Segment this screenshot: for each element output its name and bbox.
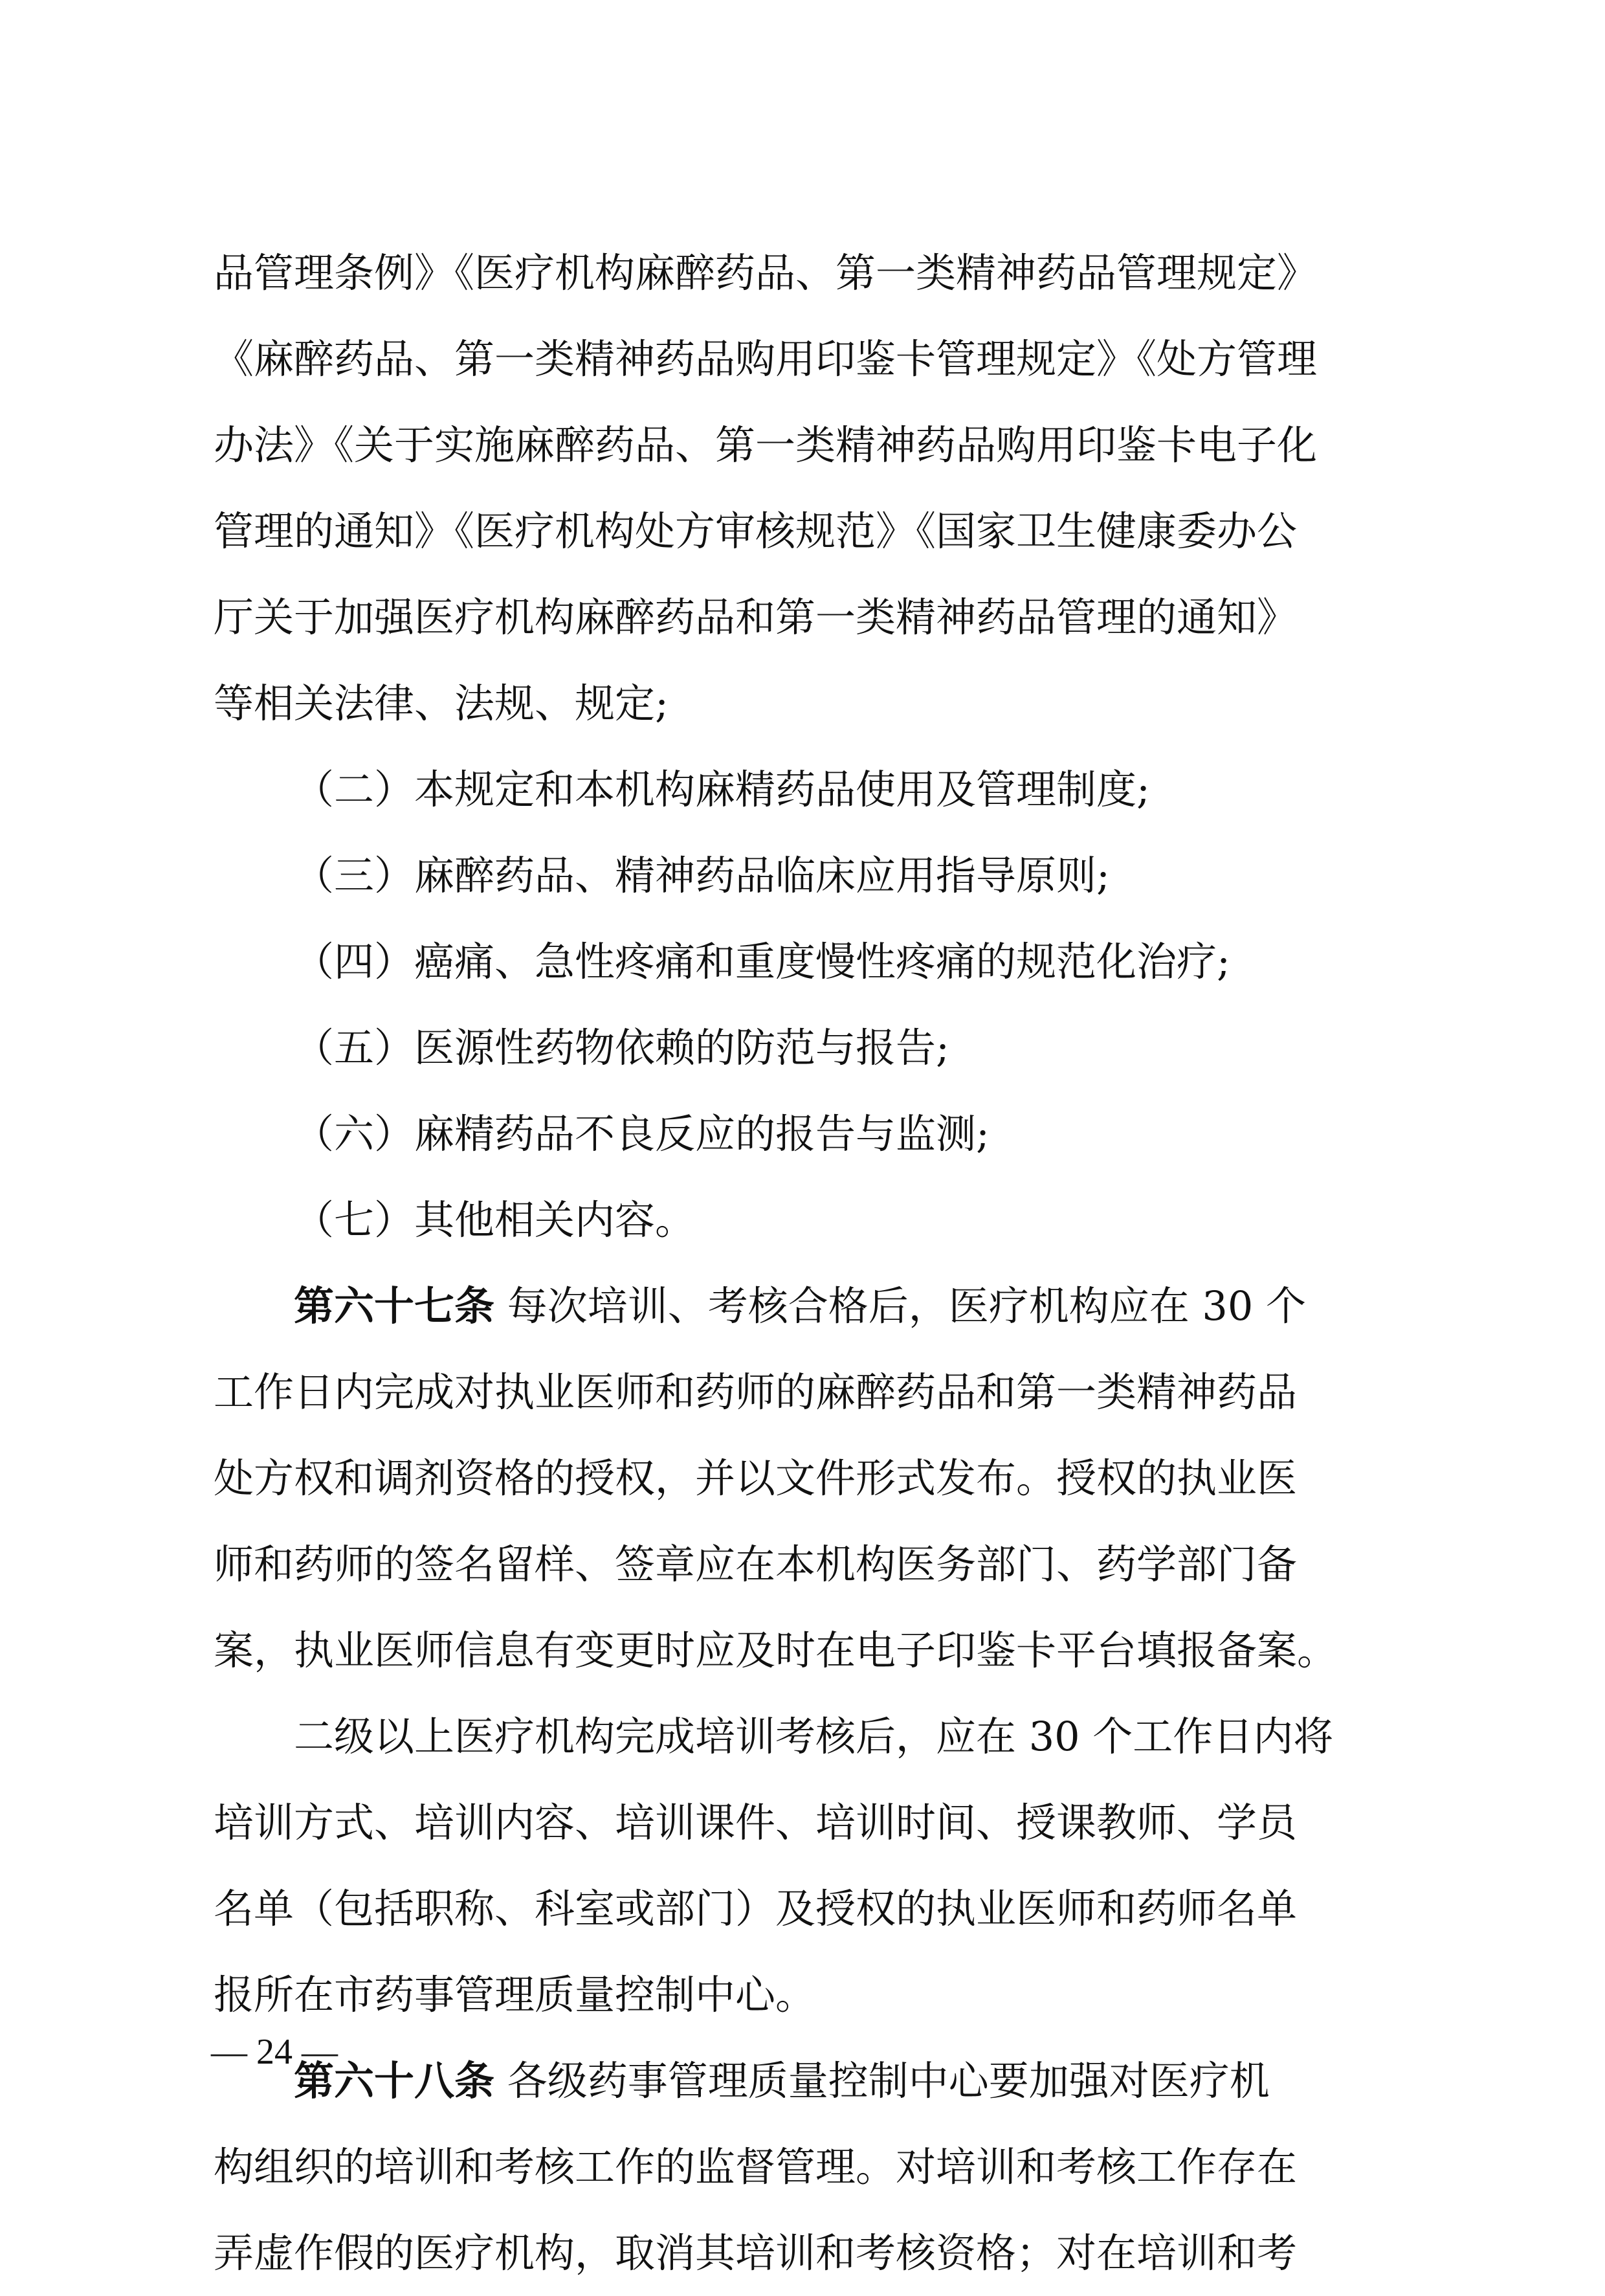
text-line: 工作日内完成对执业医师和药师的麻醉药品和第一类精神药品 xyxy=(214,1368,1298,1416)
article-67-text: 每次培训、考核合格后，医疗机构应在 30 个 xyxy=(494,1282,1307,1330)
list-item: （四）癌痛、急性疼痛和重度慢性疼痛的规范化治疗; xyxy=(294,938,1230,985)
text-line: 处方权和调剂资格的授权，并以文件形式发布。授权的执业医 xyxy=(214,1455,1298,1502)
text-line: 厅关于加强医疗机构麻醉药品和第一类精神药品管理的通知》 xyxy=(214,594,1298,641)
text-line: 师和药师的签名留样、签章应在本机构医务部门、药学部门备 xyxy=(214,1541,1298,1588)
text-line: 管理的通知》《医疗机构处方审核规范》《国家卫生健康委办公 xyxy=(214,507,1298,555)
article-68-heading: 第六十八条 xyxy=(294,2057,495,2104)
text-line: 等相关法律、法规、规定; xyxy=(214,680,669,727)
article-68-text: 各级药事管理质量控制中心要加强对医疗机 xyxy=(494,2057,1270,2104)
text-line: 培训方式、培训内容、培训课件、培训时间、授课教师、学员 xyxy=(214,1799,1298,1846)
text-line: 办法》《关于实施麻醉药品、第一类精神药品购用印鉴卡电子化 xyxy=(214,421,1318,469)
list-item: （五）医源性药物依赖的防范与报告; xyxy=(294,1024,949,1071)
text-line: 名单（包括职称、科室或部门）及授权的执业医师和药师名单 xyxy=(214,1885,1298,1932)
article-67-heading: 第六十七条 xyxy=(294,1282,495,1330)
text-line: 品管理条例》《医疗机构麻醉药品、第一类精神药品管理规定》 xyxy=(214,249,1318,296)
page-number: — 24 — xyxy=(211,2032,338,2072)
article-67-first-line xyxy=(214,1263,1385,1349)
list-item: （二）本规定和本机构麻精药品使用及管理制度; xyxy=(294,766,1150,813)
text-line: 报所在市药事管理质量控制中心。 xyxy=(214,1971,816,2018)
list-item: （七）其他相关内容。 xyxy=(294,1196,696,1243)
text-line: 案，执业医师信息有变更时应及时在电子印鉴卡平台填报备案。 xyxy=(214,1627,1338,1674)
document-body xyxy=(214,230,1385,2296)
text-line: 二级以上医疗机构完成培训考核后，应在 30 个工作日内将 xyxy=(294,1713,1334,1760)
text-line: 《麻醉药品、第一类精神药品购用印鉴卡管理规定》《处方管理 xyxy=(214,335,1318,383)
article-68-first-line xyxy=(214,2038,1385,2124)
list-item: （三）麻醉药品、精神药品临床应用指导原则; xyxy=(294,852,1110,899)
text-line: 构组织的培训和考核工作的监督管理。对培训和考核工作存在 xyxy=(214,2143,1298,2190)
list-item: （六）麻精药品不良反应的报告与监测; xyxy=(294,1110,990,1157)
text-line: 弄虚作假的医疗机构，取消其培训和考核资格；对在培训和考 xyxy=(214,2229,1298,2277)
